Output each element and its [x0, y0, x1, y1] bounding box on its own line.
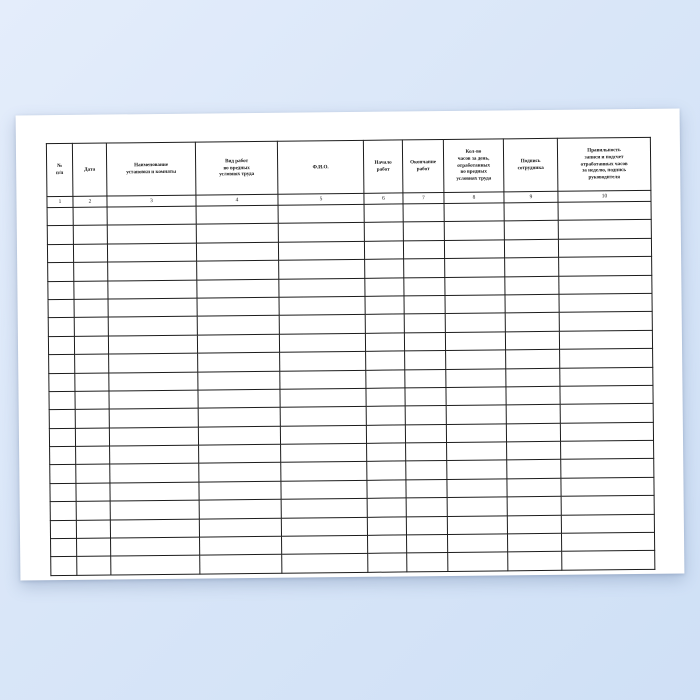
table-cell — [48, 263, 74, 282]
table-cell — [365, 277, 404, 296]
table-cell — [561, 440, 654, 459]
table-cell — [404, 314, 445, 333]
table-cell — [445, 313, 505, 332]
table-cell — [48, 281, 74, 300]
column-header-work-end: Окончание работ — [402, 140, 444, 193]
column-number-cell: 9 — [504, 191, 558, 203]
table-cell — [444, 221, 504, 240]
table-cell — [559, 330, 652, 349]
table-cell — [562, 551, 655, 570]
column-number-cell: 2 — [73, 196, 107, 207]
table-cell — [367, 443, 406, 462]
table-cell — [507, 515, 561, 534]
table-cell — [279, 296, 365, 315]
table-cell — [559, 312, 652, 331]
table-cell — [507, 478, 561, 497]
table-cell — [504, 239, 558, 258]
column-header-full-name: Ф.И.О. — [277, 140, 364, 194]
table-cell — [367, 461, 406, 480]
table-cell — [446, 424, 506, 443]
table-cell — [561, 514, 654, 533]
table-cell — [74, 336, 108, 355]
table-cell — [198, 408, 280, 427]
table-cell — [561, 532, 654, 551]
table-cell — [199, 481, 281, 500]
table-cell — [200, 536, 282, 555]
table-cell — [364, 241, 403, 260]
table-cell — [200, 555, 282, 574]
table-cell — [196, 224, 278, 243]
table-cell — [108, 298, 197, 317]
column-header-date: Дата — [72, 143, 107, 196]
table-cell — [559, 257, 652, 276]
table-cell — [560, 348, 653, 367]
table-cell — [199, 463, 281, 482]
table-cell — [48, 299, 74, 318]
table-cell — [198, 426, 280, 445]
table-cell — [47, 226, 73, 245]
table-cell — [76, 464, 110, 483]
table-cell — [110, 445, 199, 464]
table-cell — [279, 260, 365, 279]
table-cell — [109, 353, 198, 372]
table-cell — [110, 464, 199, 483]
table-cell — [507, 441, 561, 460]
table-body — [47, 201, 655, 575]
table-cell — [108, 316, 197, 335]
table-cell — [407, 553, 448, 572]
column-number-cell: 4 — [196, 194, 278, 206]
table-cell — [281, 499, 367, 518]
table-cell — [50, 520, 76, 539]
table-cell — [47, 207, 73, 226]
table-cell — [196, 242, 278, 261]
table-cell — [447, 460, 507, 479]
table-cell — [73, 244, 107, 263]
table-cell — [278, 241, 364, 260]
table-cell — [111, 556, 200, 575]
table-cell — [367, 517, 406, 536]
table-cell — [559, 293, 652, 312]
table-cell — [404, 259, 445, 278]
table-cell — [366, 406, 405, 425]
table-cell — [506, 405, 560, 424]
table-cell — [110, 500, 199, 519]
table-cell — [197, 297, 279, 316]
table-cell — [406, 516, 447, 535]
table-cell — [281, 462, 367, 481]
table-cell — [444, 240, 504, 259]
table-cell — [504, 221, 558, 240]
column-header-work-type: Вид работ во вредных условиях труда — [195, 141, 278, 195]
table-cell — [281, 443, 367, 462]
table-cell — [74, 262, 108, 281]
table-cell — [281, 480, 367, 499]
journal-table-container — [46, 137, 654, 553]
table-cell — [368, 553, 407, 572]
table-cell — [448, 552, 508, 571]
table-cell — [447, 442, 507, 461]
table-cell — [278, 223, 364, 242]
table-cell — [446, 368, 506, 387]
table-cell — [107, 243, 196, 262]
table-cell — [76, 483, 110, 502]
table-cell — [445, 276, 505, 295]
table-cell — [366, 425, 405, 444]
paper-sheet — [16, 109, 685, 581]
table-cell — [109, 427, 198, 446]
table-cell — [507, 497, 561, 516]
table-cell — [279, 315, 365, 334]
table-cell — [506, 349, 560, 368]
table-cell — [561, 459, 654, 478]
table-cell — [558, 238, 651, 257]
table-cell — [109, 408, 198, 427]
table-cell — [279, 278, 365, 297]
table-cell — [444, 203, 504, 222]
table-cell — [108, 261, 197, 280]
table-cell — [198, 371, 280, 390]
table-cell — [198, 389, 280, 408]
header-row — [46, 137, 651, 196]
table-cell — [197, 316, 279, 335]
table-cell — [282, 554, 368, 573]
table-cell — [76, 520, 110, 539]
table-cell — [560, 367, 653, 386]
table-cell — [75, 409, 109, 428]
table-cell — [364, 222, 403, 241]
table-cell — [561, 496, 654, 515]
table-cell — [49, 391, 75, 410]
table-cell — [110, 519, 199, 538]
table-cell — [505, 331, 559, 350]
journal-table — [46, 137, 655, 576]
table-cell — [51, 538, 77, 557]
table-cell — [447, 534, 507, 553]
table-cell — [51, 557, 77, 576]
table-cell — [403, 240, 444, 259]
table-cell — [447, 497, 507, 516]
table-cell — [73, 207, 107, 226]
table-cell — [77, 556, 111, 575]
table-cell — [405, 387, 446, 406]
table-cell — [366, 388, 405, 407]
table-cell — [504, 202, 558, 221]
column-header-employee-signature: Подпись сотрудника — [503, 138, 558, 192]
column-header-work-start: Начало работ — [363, 140, 403, 193]
table-cell — [447, 479, 507, 498]
column-number-cell: 10 — [558, 190, 651, 202]
column-number-cell: 3 — [107, 195, 196, 207]
table-cell — [406, 498, 447, 517]
table-cell — [110, 482, 199, 501]
table-cell — [508, 552, 562, 571]
table-cell — [49, 373, 75, 392]
table-cell — [365, 314, 404, 333]
table-cell — [50, 502, 76, 521]
table-cell — [50, 483, 76, 502]
table-cell — [405, 351, 446, 370]
column-number-cell: 8 — [444, 192, 504, 204]
table-cell — [365, 259, 404, 278]
table-cell — [74, 299, 108, 318]
table-cell — [74, 281, 108, 300]
table-cell — [109, 372, 198, 391]
table-header — [46, 137, 651, 207]
table-cell — [445, 258, 505, 277]
table-cell — [75, 391, 109, 410]
table-cell — [559, 275, 652, 294]
table-cell — [198, 352, 280, 371]
table-cell — [75, 428, 109, 447]
table-cell — [404, 332, 445, 351]
table-cell — [406, 443, 447, 462]
table-cell — [404, 277, 445, 296]
table-cell — [561, 477, 654, 496]
column-header-number: № п/п — [46, 143, 73, 196]
table-cell — [49, 355, 75, 374]
table-cell — [77, 538, 111, 557]
table-cell — [107, 206, 196, 225]
table-cell — [365, 333, 404, 352]
table-cell — [75, 373, 109, 392]
table-cell — [74, 317, 108, 336]
table-cell — [406, 479, 447, 498]
table-cell — [367, 480, 406, 499]
table-cell — [405, 424, 446, 443]
column-header-hours-count: Кол-во часов за день, отработанных во вредных условиях труда — [443, 139, 504, 193]
table-cell — [505, 257, 559, 276]
table-cell — [445, 332, 505, 351]
table-cell — [403, 204, 444, 223]
table-cell — [75, 354, 109, 373]
table-cell — [49, 428, 75, 447]
table-cell — [109, 390, 198, 409]
column-number-cell: 5 — [278, 193, 364, 205]
table-cell — [560, 404, 653, 423]
table-cell — [364, 204, 403, 223]
table-cell — [405, 369, 446, 388]
table-cell — [197, 334, 279, 353]
table-cell — [199, 499, 281, 518]
table-cell — [560, 422, 653, 441]
table-cell — [48, 336, 74, 355]
table-cell — [199, 518, 281, 537]
column-number-cell: 7 — [403, 193, 444, 204]
table-cell — [280, 388, 366, 407]
table-cell — [506, 386, 560, 405]
table-cell — [278, 204, 364, 223]
column-header-installation-room: Наименование установки и комнаты — [106, 142, 196, 196]
table-cell — [506, 368, 560, 387]
table-cell — [107, 224, 196, 243]
table-cell — [50, 446, 76, 465]
table-cell — [365, 296, 404, 315]
table-cell — [404, 295, 445, 314]
table-cell — [366, 369, 405, 388]
table-cell — [505, 276, 559, 295]
table-cell — [280, 425, 366, 444]
table-cell — [280, 407, 366, 426]
table-cell — [507, 533, 561, 552]
table-cell — [47, 244, 73, 263]
table-cell — [49, 410, 75, 429]
table-cell — [406, 461, 447, 480]
table-cell — [108, 335, 197, 354]
table-cell — [111, 537, 200, 556]
table-cell — [560, 385, 653, 404]
table-cell — [282, 535, 368, 554]
table-cell — [445, 295, 505, 314]
table-cell — [446, 387, 506, 406]
table-cell — [367, 535, 406, 554]
table-cell — [558, 201, 651, 220]
table-cell — [446, 350, 506, 369]
table-cell — [50, 465, 76, 484]
table-cell — [446, 405, 506, 424]
table-cell — [197, 279, 279, 298]
table-cell — [505, 313, 559, 332]
table-cell — [280, 370, 366, 389]
table-cell — [507, 460, 561, 479]
table-cell — [367, 498, 406, 517]
table-cell — [403, 222, 444, 241]
table-cell — [447, 516, 507, 535]
table-cell — [76, 446, 110, 465]
table-cell — [196, 205, 278, 224]
table-cell — [76, 501, 110, 520]
table-cell — [281, 517, 367, 536]
table-cell — [506, 423, 560, 442]
table-cell — [406, 535, 447, 554]
column-header-manager-verification: Правильность записи и подсчет отработанных часов за неделю, подпись руководителя — [557, 137, 651, 191]
table-cell — [505, 294, 559, 313]
table-cell — [558, 220, 651, 239]
table-cell — [405, 406, 446, 425]
table-cell — [48, 318, 74, 337]
table-cell — [199, 444, 281, 463]
table-cell — [108, 280, 197, 299]
table-cell — [279, 333, 365, 352]
column-number-cell: 1 — [47, 196, 73, 207]
table-cell — [280, 351, 366, 370]
column-number-cell: 6 — [364, 193, 403, 204]
table-cell — [73, 225, 107, 244]
table-cell — [197, 260, 279, 279]
table-cell — [366, 351, 405, 370]
